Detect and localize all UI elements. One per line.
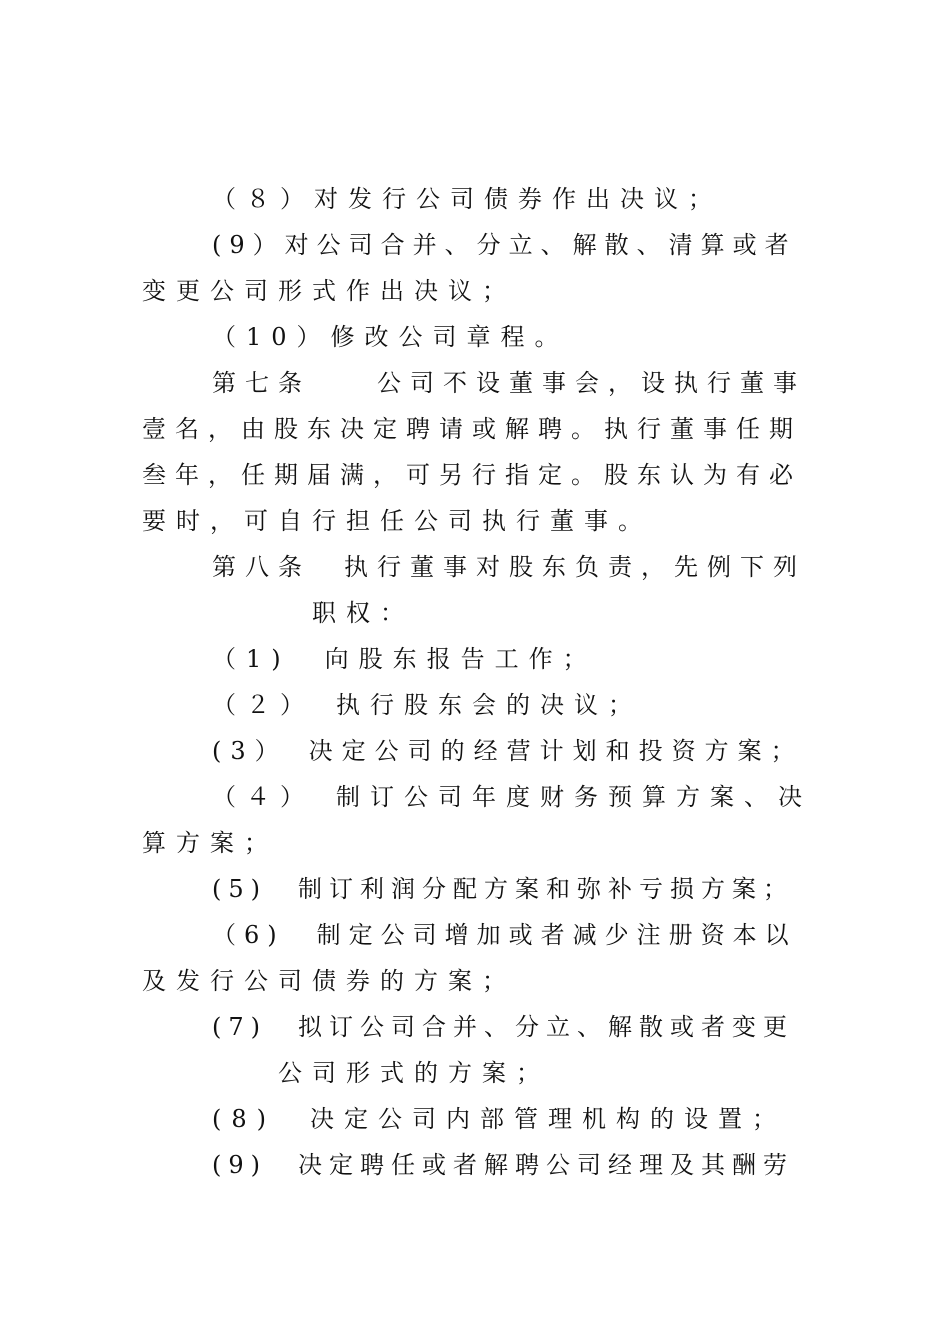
text-line: （1) 向股东报告工作； bbox=[212, 645, 597, 673]
text-line: 变更公司形式作出决议； bbox=[142, 277, 516, 305]
text-line: (7) 拟订公司合并、分立、解散或者变更 bbox=[212, 1013, 794, 1041]
text-line: 职权： bbox=[312, 599, 414, 627]
text-line: (8) 决定公司内部管理机构的设置； bbox=[212, 1105, 786, 1133]
text-line: 壹名，由股东决定聘请或解聘。执行董事任期 bbox=[142, 415, 802, 443]
text-line: （6) 制定公司增加或者减少注册资本以 bbox=[212, 921, 797, 949]
text-line: 叁年，任期届满，可另行指定。股东认为有必 bbox=[142, 461, 802, 489]
text-line: 公司形式的方案； bbox=[278, 1059, 550, 1087]
text-line: 第八条 执行董事对股东负责，先例下列 bbox=[212, 553, 806, 581]
text-line: 要时，可自行担任公司执行董事。 bbox=[142, 507, 652, 535]
text-line: 及发行公司债券的方案； bbox=[142, 967, 516, 995]
text-line: (9) 决定聘任或者解聘公司经理及其酬劳 bbox=[212, 1151, 794, 1179]
text-line: 第七条 公司不设董事会，设执行董事 bbox=[212, 369, 806, 397]
text-line: （２） 执行股东会的决议； bbox=[212, 691, 642, 719]
text-line: （10）修改公司章程。 bbox=[212, 323, 569, 351]
text-line: (9）对公司合并、分立、解散、清算或者 bbox=[212, 231, 797, 259]
text-line: (3） 决定公司的经营计划和投资方案； bbox=[212, 737, 804, 765]
text-line: (5) 制订利润分配方案和弥补亏损方案； bbox=[212, 875, 794, 903]
text-line: （８）对发行公司债券作出决议； bbox=[212, 185, 722, 213]
text-line: （４） 制订公司年度财务预算方案、决 bbox=[212, 783, 812, 811]
text-line: 算方案； bbox=[142, 829, 278, 857]
